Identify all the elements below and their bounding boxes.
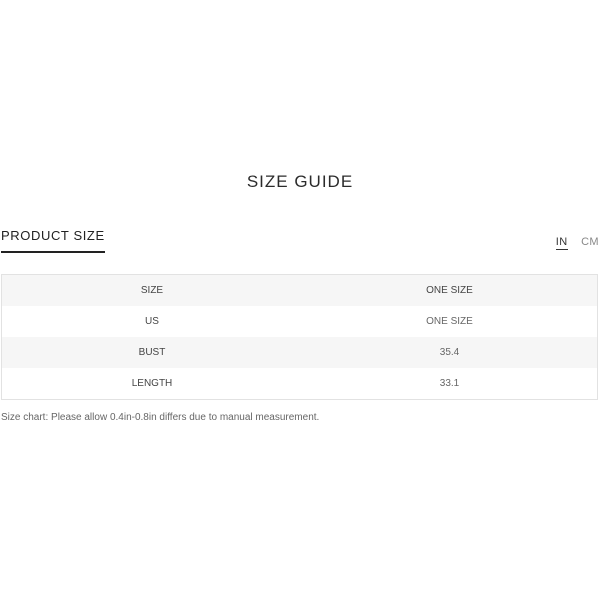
- table-row: [2, 368, 598, 400]
- row-value: ONE SIZE: [302, 275, 598, 307]
- tab-product-size[interactable]: PRODUCT SIZE: [1, 228, 105, 253]
- size-chart-note: Size chart: Please allow 0.4in-0.8in differs due to manual measurement.: [1, 412, 320, 423]
- row-label: LENGTH: [131, 378, 173, 389]
- table-row: [2, 306, 598, 337]
- row-value: 33.1: [439, 378, 460, 389]
- size-table: [1, 274, 598, 400]
- table-row: [2, 275, 598, 307]
- tab-bar: [0, 228, 600, 260]
- row-label: SIZE: [2, 275, 303, 307]
- row-value: ONE SIZE: [426, 316, 473, 327]
- page-title: SIZE GUIDE: [246, 172, 354, 191]
- row-label: US: [145, 316, 159, 327]
- unit-option-cm[interactable]: CM: [581, 236, 599, 248]
- row-value: 35.4: [302, 337, 598, 368]
- unit-option-in[interactable]: IN: [555, 236, 568, 248]
- unit-switch: [556, 236, 599, 250]
- row-label: BUST: [2, 337, 303, 368]
- table-row: [2, 337, 598, 368]
